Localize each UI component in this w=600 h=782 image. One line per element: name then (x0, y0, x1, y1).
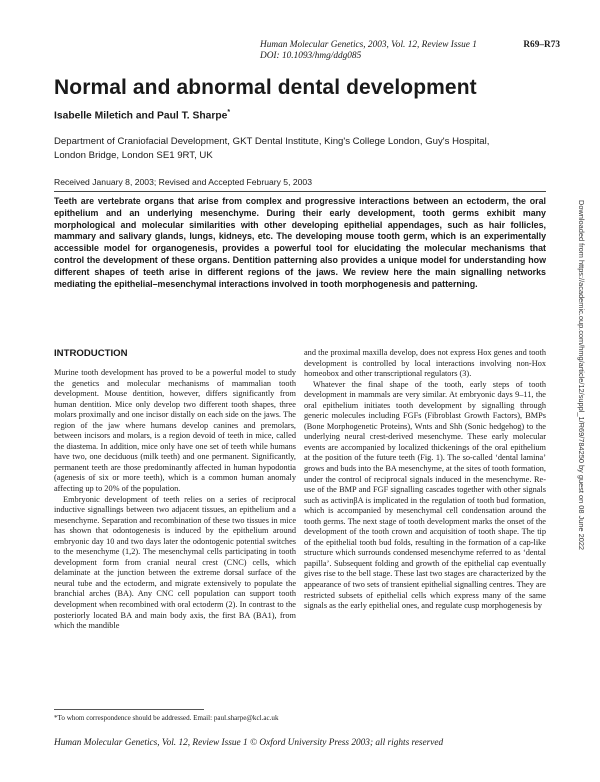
journal-header (260, 40, 560, 62)
paragraph: and the proximal maxilla develop, does not express Hox genes and tooth development is controlled by local interactions involving non-Hox homeobox and other transcriptional regulators (3). (304, 348, 546, 379)
page-footer: Human Molecular Genetics, Vol. 12, Review Issue 1 © Oxford University Press 2003; all rights reserved (54, 738, 444, 748)
download-watermark-text: Downloaded from https://academic.oup.com/hmg/article/12/suppl_1/R69/784250 by guest on 08 June 2022 (577, 200, 586, 551)
abstract: Teeth are vertebrate organs that arise from complex and progressive interactions between an ectoderm, the oral epithelium and an underlying mesenchyme. During their early development, tooth germs exhibit many morphological and molecular similarities with other developing epithelial appendages, such as hair follicles, mammary and salivary glands, lungs, kidneys, etc. The developing mouse tooth germ, which is an experimentally accessible model for organogenesis, provides a powerful tool for elucidating the molecular mechanisms that control the development of these organs. Dentition patterning also provides a unique model for understanding how different shapes of teeth arise in different regions of the jaws. We review here the main signalling networks mediating the epithelial–mesenchymal interactions involved in tooth morphogenesis and patterning. (54, 196, 546, 289)
doi[interactable]: DOI: 10.1093/hmg/ddg085 (260, 51, 362, 61)
paragraph: Embryonic development of teeth relies on a series of reciprocal inductive signallings between two adjacent tissues, an epithelium and a mesenchyme. Separation and recombination of these two tissues in mice has shown that odontogenesis is induced by the epithelium around embryonic day 10 and two days later the odontogenic potential switches to the mesenchyme (1,2). The mesenchymal cells participating in tooth development form from cranial neural crest (CNC) cells, which delaminate at the junction between the extreme dorsal surface of the neural tube and the ectoderm, and migrate extensively to populate the branchial arches (BA). Any CNC cell population can support tooth development when recombined with oral ectoderm (2). In contrast to the posteriorly located BA and main body axis, the first BA (BA1), from which the mandible (54, 494, 296, 631)
footnote-divider (54, 709, 204, 710)
received-dates: Received January 8, 2003; Revised and Accepted February 5, 2003 (54, 177, 312, 187)
text-column-left (54, 348, 296, 632)
paper-title: Normal and abnormal dental development (54, 76, 477, 99)
page-range: R69–R73 (523, 40, 560, 50)
paragraph: Whatever the final shape of the tooth, early steps of tooth development in mammals are very similar. At embryonic days 9–11, the oral epithelium initiates tooth development by signalling through generic molecules including FGFs (Fibroblast Growth Factors), BMPs (Bone Morphogenetic Proteins), Wnts and Shh (Sonic hedgehog) to the underlying neural crest-derived mesenchyme. These early molecular events are accompanied by localized thickenings of the oral epithelium at the position of the future teeth (Fig. 1). The so-called ‘dental lamina’ grows and buds into the BA mesenchyme, at the sites of tooth formation, under the control of reciprocal signals induced in the mesenchyme. Re-use of the BMP and FGF signalling cascades together with other signals such as activinβA is implicated in the regulation of tooth bud formation, which is accompanied by mesenchymal cell condensation around the tooth germs. The next stage of tooth development marks the onset of the development of the tooth crown and acquisition of tooth shape. The tip of the epithelial tooth bud folds, resulting in the formation of a cap-like structure which surrounds condensed mesenchyme referred to as ‘dental papilla’. Subsequent folding and growth of the epithelial cap eventually gives rise to the bell stage. These last two stages are characterized by the appearance of two sets of transient epithelial signalling centres. They are restricted subsets of epithelial cells which express many of the same signals as the early epithelial ones, and regulate cusp morphogenesis by (304, 379, 546, 611)
correspondence-mark: * (227, 109, 231, 116)
journal-citation: Human Molecular Genetics, 2003, Vol. 12, Review Issue 1 (260, 40, 477, 50)
text-column-right (304, 348, 546, 612)
footnote: *To whom correspondence should be addressed. Email: paul.sharpe@kcl.ac.uk (54, 714, 279, 722)
authors (54, 109, 230, 121)
section-heading: INTRODUCTION (54, 348, 128, 359)
author-names: Isabelle Miletich and Paul T. Sharpe (54, 110, 228, 122)
header-divider (54, 191, 546, 192)
affiliation: Department of Craniofacial Development, GKT Dental Institute, King's College London, Guy's Hospital, London Bridge, London SE1 9RT, UK (54, 136, 490, 161)
paragraph: Murine tooth development has proved to be a powerful model to study the genetics and molecular mechanisms of mammalian tooth development. Mouse dentition, however, differs significantly from human dentition. Mice only develop two different tooth shapes, three molars proximally and one incisor distally on each side on the jaws. The region of the jaw where humans develop canines and premolars, between incisors and molars, is a region devoid of teeth in mice, called the diastema. In addition, mice only have one set of teeth while humans have two, one deciduous (milk teeth) and one permanent. Significantly, permanent teeth are those predominantly affected in human hypodontia (agenesis of six or more teeth), which is a common human anomaly affecting up to 20% of the population. (54, 368, 296, 494)
download-watermark (574, 200, 586, 580)
